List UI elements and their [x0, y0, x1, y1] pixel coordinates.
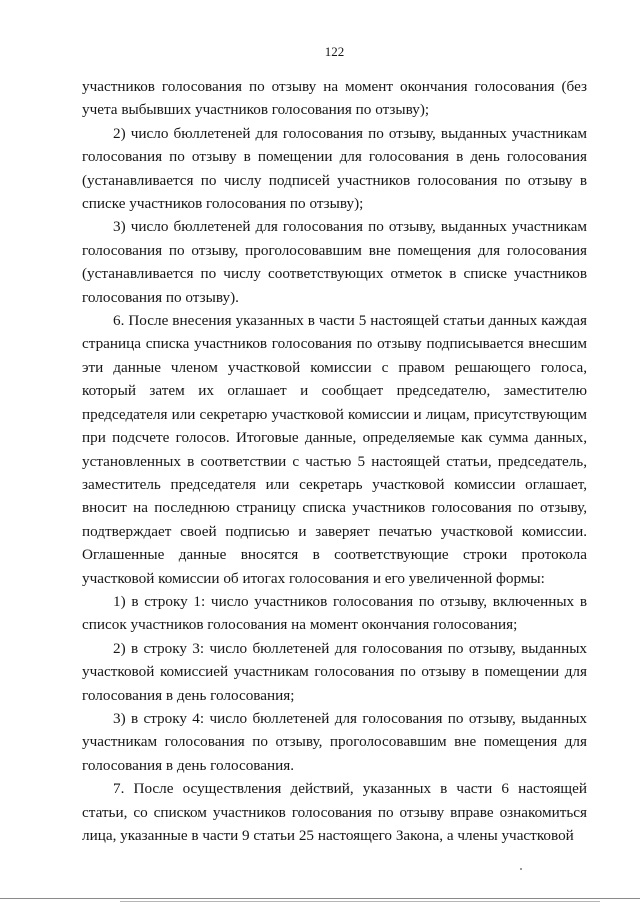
- paragraph-line-4: 3) в строку 4: число бюллетеней для голосования по отзыву, выданных участникам голосования по отзыву, проголосовавшим вне помещения для голосования в день голосования.: [82, 709, 587, 774]
- paragraph-line-1: 1) в строку 1: число участников голосования по отзыву, включенных в список участников голосования на момент окончания голосования;: [82, 592, 587, 634]
- page-number: 122: [324, 44, 345, 59]
- scan-edge-line: [0, 898, 640, 899]
- paragraph-part-7: 7. После осуществления действий, указанных в части 6 настоящей статьи, со списком участников голосования по отзыву вправе ознакомиться лица, указанные в части 9 статьи 25 настоящего Закона, а члены участковой: [82, 780, 587, 844]
- scan-edge-line-secondary: [120, 901, 600, 902]
- paragraph-continuation: участников голосования по отзыву на момент окончания голосования (без учета выбывших участников голосования по отзыву);: [82, 78, 587, 119]
- paragraph-item-3: 3) число бюллетеней для голосования по отзыву, выданных участникам голосования по отзыву, проголосовавшим вне помещения для голосования (устанавливается по числу соответствующих отметок в списке участников голосования по отзыву).: [82, 218, 587, 306]
- scan-speck: [520, 868, 522, 870]
- paragraph-part-6: 6. После внесения указанных в части 5 настоящей статьи данных каждая страница списка участников голосования по отзыву подписывается внесшим эти данные членом участковой комиссии с правом решающего голоса, который затем их оглашает и сообщает председателю, заместителю председателя или секретарю участковой комиссии и лицам, присутствующим при подсчете голосов. Итоговые данные, определяемые как сумма данных, установленных в соответствии с частью 5 настоящей статьи, председатель, заместитель председателя или секретарь участковой комиссии оглашает, вносит на последнюю страницу списка участников голосования по отзыву, подтверждает своей подписью и заверяет печатью участковой комиссии. Оглашенные данные вносятся в соответствующие строки протокола участковой комиссии об итогах голосования и его увеличенной формы:: [82, 312, 587, 587]
- paragraph-line-3: 2) в строку 3: число бюллетеней для голосования по отзыву, выданных участковой комиссией участникам голосования по отзыву в помещении для голосования в день голосования;: [82, 639, 587, 704]
- paragraph-item-2: 2) число бюллетеней для голосования по отзыву, выданных участникам голосования по отзыву в помещении для голосования в день голосования (устанавливается по числу подписей участников голосования по отзыву в списке участников голосования по отзыву);: [82, 124, 587, 213]
